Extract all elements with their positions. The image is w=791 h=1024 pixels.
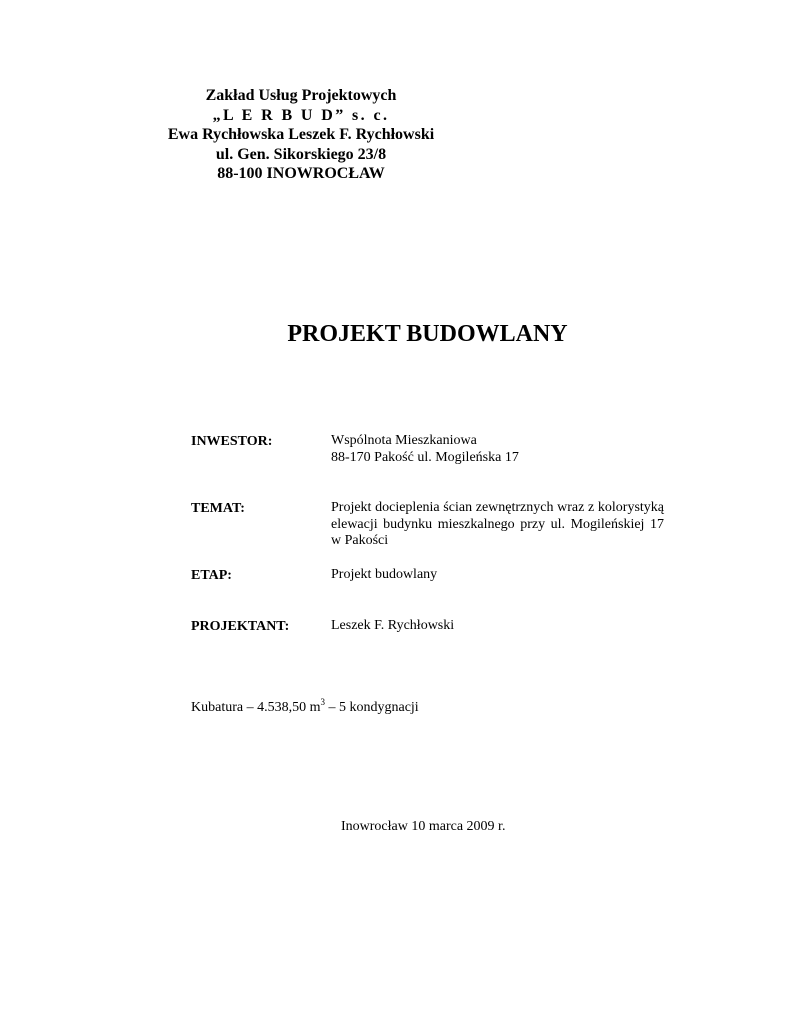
inwestor-address: 88-170 Pakość ul. Mogileńska 17: [331, 449, 519, 465]
company-owners: Ewa Rychłowska Leszek F. Rychłowski: [167, 126, 435, 143]
kubatura-floors: – 5 kondygnacji: [324, 700, 419, 715]
projektant-value: Leszek F. Rychłowski: [331, 618, 455, 633]
temat-value: Projekt docieplenia ścian zewnętrznych wraz z kolorystyką elewacji budynku mieszkalnego przy ul. Mogileńskiej 17 w Pakości: [331, 500, 664, 548]
etap-label: ETAP:: [191, 568, 232, 583]
company-header: [150, 86, 452, 184]
kubatura-unit-exponent: 3: [320, 697, 325, 707]
company-name: Zakład Usług Projektowych: [205, 87, 397, 104]
inwestor-name: Wspólnota Mieszkaniowa: [331, 433, 477, 448]
kubatura-line: [191, 699, 419, 717]
inwestor-label: INWESTOR:: [191, 434, 273, 449]
etap-value: Projekt budowlany: [331, 567, 438, 582]
company-street: ul. Gen. Sikorskiego 23/8: [215, 145, 387, 163]
place-date: Inowrocław 10 marca 2009 r.: [341, 819, 506, 834]
company-city: 88-100 INOWROCŁAW: [217, 165, 385, 182]
document-title: PROJEKT BUDOWLANY: [287, 321, 568, 347]
inwestor-value: [331, 433, 664, 466]
projektant-label: PROJEKTANT:: [191, 619, 290, 634]
temat-label: TEMAT:: [191, 501, 245, 516]
company-brand: „L E R B U D” s. c.: [212, 106, 390, 124]
kubatura-text: Kubatura – 4.538,50 m: [191, 700, 321, 715]
